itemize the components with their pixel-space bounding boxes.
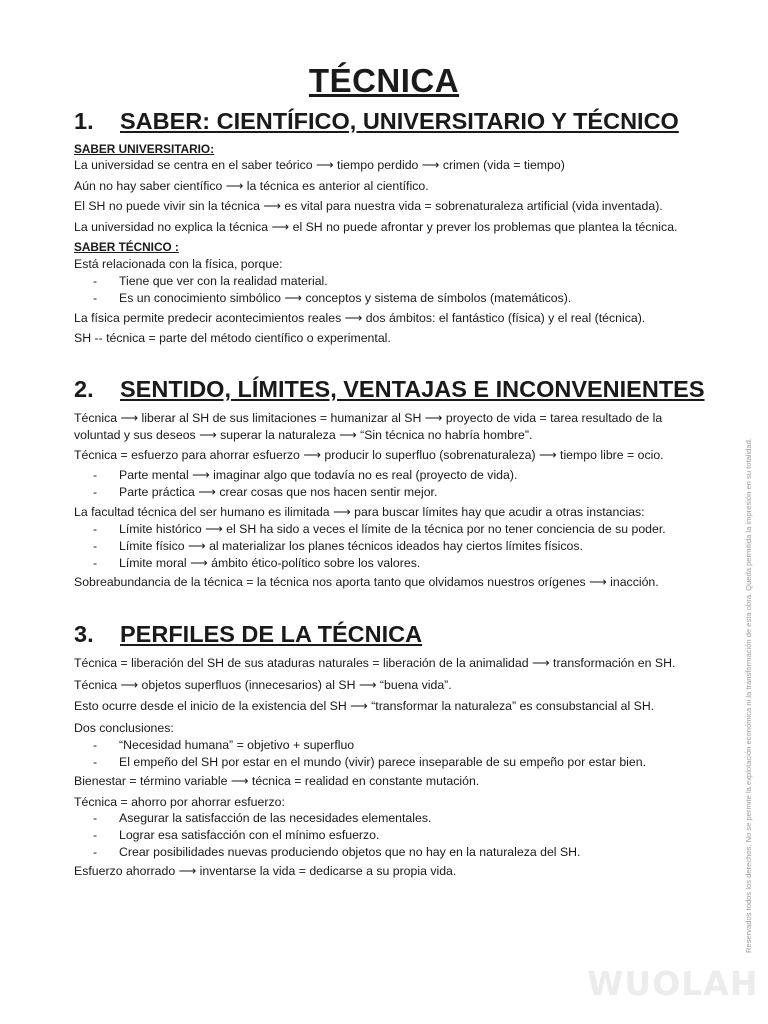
list-item bbox=[93, 827, 379, 844]
list-item-text: Parte mental ⟶ imaginar algo que todavía no es real (proyecto de vida). bbox=[119, 468, 518, 482]
paragraph: Técnica = esfuerzo para ahorrar esfuerzo ⟶ producir lo superfluo (sobrenaturaleza) ⟶ tiempo libre = ocio. bbox=[74, 448, 664, 462]
list-dash: - bbox=[93, 738, 98, 752]
list-dash: - bbox=[93, 539, 98, 553]
list-item-text: Asegurar la satisfacción de las necesidades elementales. bbox=[119, 811, 432, 825]
paragraph: Bienestar = término variable ⟶ técnica = realidad en constante mutación. bbox=[74, 774, 480, 788]
list-dash: - bbox=[93, 828, 98, 842]
paragraph: El SH no puede vivir sin la técnica ⟶ es vital para nuestra vida = sobrenaturaleza artificial (vida inventada). bbox=[74, 199, 663, 213]
paragraph: Sobreabundancia de la técnica = la técnica nos aporta tanto que olvidamos nuestros orígenes ⟶ inacción. bbox=[74, 575, 659, 589]
list-item bbox=[93, 538, 583, 555]
list-dash: - bbox=[93, 755, 98, 769]
list-item-text: Límite físico ⟶ al materializar los planes técnicos ideados hay ciertos límites físicos. bbox=[119, 539, 583, 553]
list-item-text: Límite moral ⟶ ámbito ético-político sobre los valores. bbox=[119, 556, 421, 570]
list-dash: - bbox=[93, 811, 98, 825]
list-item-text: “Necesidad humana” = objetivo + superfluo bbox=[119, 738, 355, 752]
list-item-text: Límite histórico ⟶ el SH ha sido a veces el límite de la técnica por no tener conciencia de su poder. bbox=[119, 522, 666, 536]
list-item-text: Es un conocimiento simbólico ⟶ conceptos y sistema de símbolos (matemáticos). bbox=[119, 291, 572, 305]
list-item bbox=[93, 810, 431, 827]
paragraph: La física permite predecir acontecimientos reales ⟶ dos ámbitos: el fantástico (física) y el real (técnica). bbox=[74, 311, 646, 325]
paragraph: Aún no hay saber científico ⟶ la técnica es anterior al científico. bbox=[74, 179, 429, 193]
paragraph: Esfuerzo ahorrado ⟶ inventarse la vida = dedicarse a su propia vida. bbox=[74, 864, 457, 878]
list-item bbox=[93, 737, 354, 754]
list-dash: - bbox=[93, 556, 98, 570]
paragraph: Técnica = liberación del SH de sus ataduras naturales = liberación de la animalidad ⟶ transformación en SH. bbox=[74, 656, 676, 670]
paragraph: Está relacionada con la física, porque: bbox=[74, 257, 283, 271]
list-dash: - bbox=[93, 468, 98, 482]
list-item-text: Lograr esa satisfacción con el mínimo esfuerzo. bbox=[119, 828, 380, 842]
section-2-number: 2. bbox=[74, 376, 94, 402]
section-2-title: SENTIDO, LÍMITES, VENTAJAS E INCONVENIENTES bbox=[120, 376, 705, 402]
list-item bbox=[93, 844, 580, 861]
list-item bbox=[93, 555, 420, 572]
subheading-saber-universitario: SABER UNIVERSITARIO: bbox=[74, 142, 215, 156]
section-2-heading bbox=[74, 376, 705, 403]
paragraph: Técnica ⟶ objetos superfluos (innecesarios) al SH ⟶ “buena vida”. bbox=[74, 678, 452, 692]
list-item-text: Crear posibilidades nuevas produciendo objetos que no hay en la naturaleza del SH. bbox=[119, 845, 581, 859]
list-item bbox=[93, 467, 517, 484]
document-title: TÉCNICA bbox=[308, 62, 460, 99]
section-1-number: 1. bbox=[74, 108, 94, 134]
list-item-text: El empeño del SH por estar en el mundo (vivir) parece inseparable de su empeño por estar bien. bbox=[119, 755, 647, 769]
paragraph: SH -- técnica = parte del método científico o experimental. bbox=[74, 331, 391, 345]
subheading-saber-tecnico: SABER TÉCNICO : bbox=[74, 240, 179, 254]
section-1-title: SABER: CIENTÍFICO, UNIVERSITARIO Y TÉCNICO bbox=[120, 108, 679, 134]
paragraph: La universidad se centra en el saber teórico ⟶ tiempo perdido ⟶ crimen (vida = tiempo) bbox=[74, 158, 565, 172]
list-dash: - bbox=[93, 274, 98, 288]
paragraph: Dos conclusiones: bbox=[74, 721, 174, 735]
paragraph: Esto ocurre desde el inicio de la existencia del SH ⟶ “transformar la naturaleza” es consubstancial al SH. bbox=[74, 699, 655, 713]
list-dash: - bbox=[93, 291, 98, 305]
copyright-side-note: Reservados todos los derechos. No se permite la explotación económica ni la transformación de esta obra. Queda permitida la impresión en su totalidad. bbox=[744, 438, 753, 953]
section-3-title: PERFILES DE LA TÉCNICA bbox=[120, 621, 423, 647]
list-dash: - bbox=[93, 845, 98, 859]
section-1-heading bbox=[74, 108, 679, 135]
wuolah-logo: WUOLAH bbox=[587, 964, 759, 1003]
paragraph: Técnica = ahorro por ahorrar esfuerzo: bbox=[74, 795, 285, 809]
list-item-text: Tiene que ver con la realidad material. bbox=[119, 274, 328, 288]
list-dash: - bbox=[93, 485, 98, 499]
list-dash: - bbox=[93, 522, 98, 536]
list-item bbox=[93, 521, 666, 538]
paragraph: Técnica ⟶ liberar al SH de sus limitaciones = humanizar al SH ⟶ proyecto de vida = tarea resultado de la voluntad y sus deseos ⟶ superar la naturaleza ⟶ “Sin técnica no habría hombre”. bbox=[74, 411, 663, 442]
paragraph: La universidad no explica la técnica ⟶ el SH no puede afrontar y prever los problemas que plantea la técnica. bbox=[74, 220, 678, 234]
section-3-heading bbox=[74, 621, 422, 648]
list-item bbox=[93, 273, 328, 290]
section-3-number: 3. bbox=[74, 621, 94, 647]
list-item bbox=[93, 754, 646, 771]
paragraph: La facultad técnica del ser humano es ilimitada ⟶ para buscar límites hay que acudir a otras instancias: bbox=[74, 505, 645, 519]
list-item bbox=[93, 290, 571, 307]
list-item-text: Parte práctica ⟶ crear cosas que nos hacen sentir mejor. bbox=[119, 485, 438, 499]
list-item bbox=[93, 484, 437, 501]
